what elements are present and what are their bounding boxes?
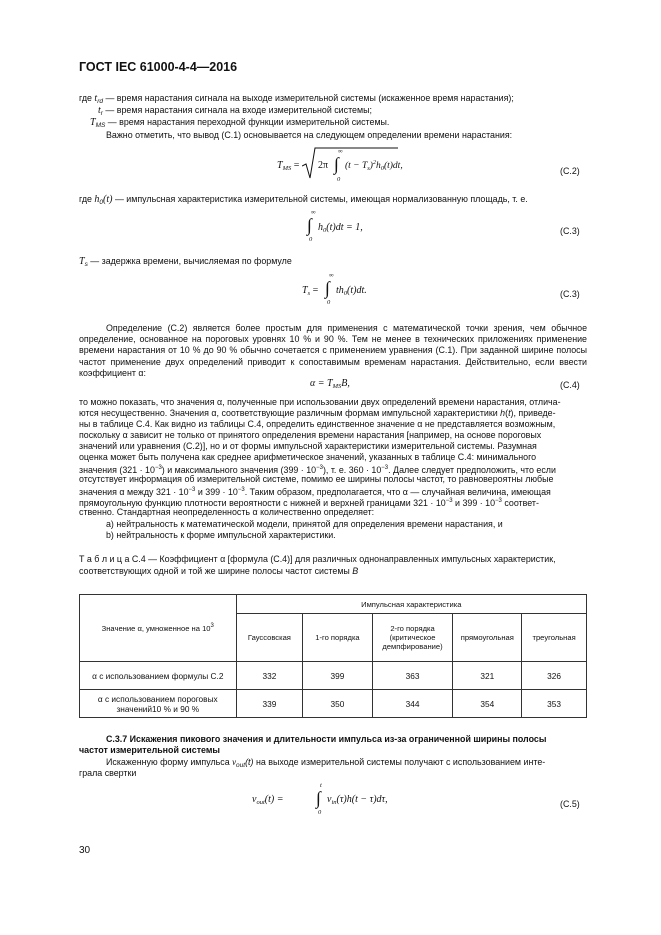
para2-line10-b: и 399 · 10	[452, 498, 496, 508]
table-group-header: Импульсная характеристика	[236, 595, 586, 614]
eq-c3a-number: (С.3)	[560, 226, 580, 236]
table-cell: 326	[522, 662, 587, 690]
para3-line1-a: Искаженную форму импульса	[106, 757, 233, 767]
def-ts-symbol: T	[79, 256, 85, 267]
table-caption-line2-b: B	[352, 566, 359, 576]
para2-line2-t: t	[508, 408, 511, 418]
page-number: 30	[79, 845, 91, 856]
para2-line10-a: прямоугольную функцию плотности вероятности с нижней и верхней границами 321 · 10	[79, 498, 446, 508]
table-cell: 332	[236, 662, 303, 690]
para2-line7-exp2: −3	[316, 465, 323, 471]
para3-line1-b: (t)	[245, 757, 254, 767]
table-row	[80, 662, 587, 690]
def-ts	[79, 256, 292, 270]
def-tms	[90, 117, 389, 131]
eq-c3b-body1: th	[336, 285, 344, 296]
eq-c4-rhs: B,	[341, 378, 350, 389]
def-trd-symbol: t	[94, 93, 98, 104]
eq-c2-h-sub: 0	[380, 165, 384, 172]
column-header: прямоугольная	[453, 614, 522, 662]
table-row-header	[80, 595, 237, 662]
para2-line10-exp2: −3	[495, 498, 502, 504]
para2-line9-exp2: −3	[237, 487, 245, 493]
eq-c2-comma: ,	[400, 161, 403, 171]
table-cell: 321	[453, 662, 522, 690]
table-cell: 350	[303, 690, 372, 718]
para2-line7-a: значения (321 · 10	[79, 465, 155, 475]
section-title-line2: частот измерительной системы	[79, 745, 221, 755]
para2-line9-a: значения α между 321 · 10	[79, 487, 189, 497]
eq-c3b-h-sub: 0	[343, 290, 348, 297]
table-row-header-text: Значение α, умноженное на 10	[101, 624, 211, 633]
def-trd-sub: rd	[97, 98, 103, 105]
list-item-a: a) нейтральность к математической модели, принятой для определения времени нарастания, и	[106, 519, 503, 529]
eq-c3b-body2: (t)dt.	[347, 285, 367, 296]
column-header: 2-го порядка (критическое демпфирование)	[372, 614, 453, 662]
eq-c5-in: in	[331, 799, 337, 806]
table-cell: 399	[303, 662, 372, 690]
para2-line7-d: . Далее следует предположить, что если	[388, 465, 556, 475]
para3-out: out	[236, 762, 246, 769]
eq-c3a-lim-bot: 0	[309, 236, 313, 243]
eq-c5-lhs-sub: out	[256, 799, 265, 806]
table-caption-line2-a: соответствующих одной и той же ширине полосы частот системы	[79, 566, 353, 576]
eq-c5-body: (τ)h(t − τ)dτ,	[336, 794, 388, 805]
para2-line9-exp1: −3	[188, 487, 196, 493]
table-row	[80, 690, 587, 718]
para2-line7-exp3: −3	[381, 465, 389, 471]
table-cell: 344	[372, 690, 453, 718]
def-tms-sub: MS	[95, 122, 106, 129]
para2-line11: ственно. Стандартная неопределенность α количественно определяет:	[79, 507, 375, 517]
eq-c3b-number: (С.3)	[560, 289, 580, 299]
eq-c3b-lhs: T	[302, 285, 308, 296]
eq-c3a-h: h	[318, 222, 323, 233]
eq-c2-square: 2	[372, 160, 376, 166]
eq-c3b-equals: =	[310, 285, 319, 296]
eq-c3b-lhs-sub: s	[307, 290, 311, 297]
table-row-header-sup: 3	[210, 623, 214, 629]
def-tr-text: — время нарастания сигнала на входе измерительной системы;	[102, 105, 372, 115]
eq-c2-tail: (t)dt	[383, 161, 401, 171]
def-h0-symbol: h	[94, 194, 100, 205]
eq-c2-h: h	[375, 161, 381, 171]
eq-c2-integrand2: )	[369, 161, 373, 171]
para3-line1-c: на выходе измерительной системы получают с использованием инте-	[253, 757, 546, 767]
eq-c2-equals: =	[293, 160, 300, 171]
para2-line3: ны в таблице С.4. Как видно из таблицы С.4, определить единственное значение α не представляется возможным,	[79, 419, 556, 429]
eq-c4-lhs: α = T	[310, 378, 333, 389]
eq-c5-number: (С.5)	[560, 799, 580, 809]
eq-c2-lim-top: ∞	[338, 148, 343, 155]
section-title: С.3.7 Искажения пикового значения и длительности импульса из-за ограниченной ширины полосы	[106, 734, 547, 744]
def-trd: где $t_{rd}$ — время нарастания сигнала на выходе измерительной системы (искаженное время нарастания);	[79, 93, 514, 105]
coefficient-table	[79, 594, 587, 718]
eq-c4-sub: MS	[332, 383, 342, 390]
def-h0-arg: (t)	[103, 194, 113, 205]
eq-c2-integrand: (t − T	[345, 161, 368, 171]
table-cell: 363	[372, 662, 453, 690]
def-h0-text: — импульсная характеристика измерительной системы, имеющая нормализованную площадь, т. е.	[112, 194, 528, 204]
table-row-label: α с использованием пороговых значений10 % и 90 %	[80, 690, 237, 718]
table-caption	[79, 554, 556, 565]
column-header: 1-го порядка	[303, 614, 372, 662]
para2-line7-c: ), т. е. 360 · 10	[322, 465, 382, 475]
eq-c2-lhs: T	[277, 160, 283, 171]
table-caption-line2	[79, 566, 358, 577]
def-tms-text: — время нарастания переходной функции измерительной системы.	[105, 117, 390, 127]
eq-c3a-h-sub: 0	[323, 227, 327, 234]
integral-sign-icon: ∫	[307, 215, 312, 235]
para2-line7-exp1: −3	[154, 465, 162, 471]
eq-c2-lhs-sub: MS	[282, 165, 292, 172]
def-h0	[79, 194, 528, 208]
eq-c5-lhs2: (t) =	[264, 794, 284, 805]
def-h0-sub: 0	[99, 199, 104, 206]
eq-c2-2pi: 2π	[318, 160, 329, 171]
para2-line2-b: (	[505, 408, 509, 418]
eq-c2-s-sub: s	[367, 165, 370, 172]
table-header-row	[80, 595, 587, 614]
table-caption-label: Т а б л и ц а	[79, 554, 130, 564]
def-tr-symbol: t	[98, 105, 101, 116]
def-tr-sub: r	[100, 110, 103, 117]
column-header: треугольная	[522, 614, 587, 662]
def-tms-symbol: T	[90, 117, 96, 128]
def-h0-lead: где	[79, 194, 95, 204]
document-header: ГОСТ IEC 61000-4-4—2016	[79, 60, 238, 74]
integral-sign-icon: ∫	[316, 788, 321, 808]
eq-c3b-lim-bot: 0	[327, 299, 331, 306]
eq-c2-number: (С.2)	[560, 166, 580, 176]
para2-line8: отсутствует информация об измерительной системе, помимо ее ширины полосы частот, то равновероятны любые	[79, 474, 554, 484]
column-header: Гауссовская	[236, 614, 303, 662]
para2-line9-b: и 399 · 10	[195, 487, 238, 497]
eq-c5-v: v	[327, 794, 332, 805]
para2-line5: значений или уравнения (С.2)], но и от формы импульсной характеристики измерительной системы. Разумная	[79, 441, 537, 451]
para2-line2-a: ются несущественно. Значения α, соответствующие различным формам импульсной характеристики	[79, 408, 501, 418]
table-cell: 353	[522, 690, 587, 718]
para3-v: v	[232, 757, 237, 767]
para2-line6: оценка может быть получена как среднее арифметическое значений, указанных в таблице С.4: минимального	[79, 452, 537, 462]
para2-line10-exp1: −3	[445, 498, 453, 504]
para2-line1: то можно показать, что значения α, полученные при использовании двух определений времени нарастания, отлича-	[79, 397, 561, 407]
table-cell: 354	[453, 690, 522, 718]
paragraph-definition-c2: Определение (С.2) является более простым для применения с математической точки зрения, чем обычное определение, основанное на пороговых уровнях 10 % и 90 %. Тем не менее в технических приложениях применение времени нарастания от 10 % до 90 % обычно сочетается с применением уравнения (С.1). При заданной ширине полосы частот применение двух определений приводит к сопоставимым временам нарастания. Действительно, если ввести коэффициент α:	[79, 323, 587, 378]
eq-c5-lim-top: t	[320, 782, 322, 789]
eq-c3a-lim-top: ∞	[311, 209, 316, 216]
para2-line7-b: ) и максимального значения (399 · 10	[161, 465, 317, 475]
table-cell: 339	[236, 690, 303, 718]
para2-line2	[79, 408, 556, 419]
eq-c5-lhs: v	[252, 794, 257, 805]
eq-c2-lim-bot: 0	[337, 176, 341, 183]
para3-line2: грала свертки	[79, 768, 137, 778]
integral-sign-icon: ∫	[325, 278, 330, 298]
def-ts-sub: s	[84, 261, 88, 268]
eq-c3a-body: (t)dt = 1,	[326, 222, 363, 233]
important-note: Важно отметить, что вывод (С.1) основывается на следующем определении времени нарастания:	[106, 130, 513, 140]
para2-line2-c: ), приведе-	[510, 408, 556, 418]
para2-line10-c: соответ-	[501, 498, 539, 508]
def-trd-text: — время нарастания сигнала на выходе измерительной системы (искаженное время нарастания);	[102, 93, 514, 103]
integral-sign-icon: ∫	[334, 154, 339, 174]
eq-c3b-lim-top: ∞	[329, 272, 334, 279]
para2-line9-c: . Таким образом, предполагается, что α — случайная величина, имеющая	[244, 487, 551, 497]
para2-line2-h: h	[500, 408, 506, 418]
eq-c4-number: (С.4)	[560, 380, 580, 390]
eq-c5-lim-bot: 0	[318, 809, 322, 816]
para3-line1	[106, 757, 545, 771]
para2-line4: поскольку α зависит не только от принятого определения времени нарастания [например, на основе пороговых	[79, 430, 542, 440]
list-item-b: b) нейтральность к форме импульсной характеристики.	[106, 530, 336, 540]
table-caption-line1: С.4 — Коэффициент α [формула (С.4)] для различных однонаправленных импульсных характеристик,	[131, 554, 556, 564]
table-row-label: α с использованием формулы С.2	[80, 662, 237, 690]
def-ts-text: — задержка времени, вычисляемая по формуле	[87, 256, 292, 266]
